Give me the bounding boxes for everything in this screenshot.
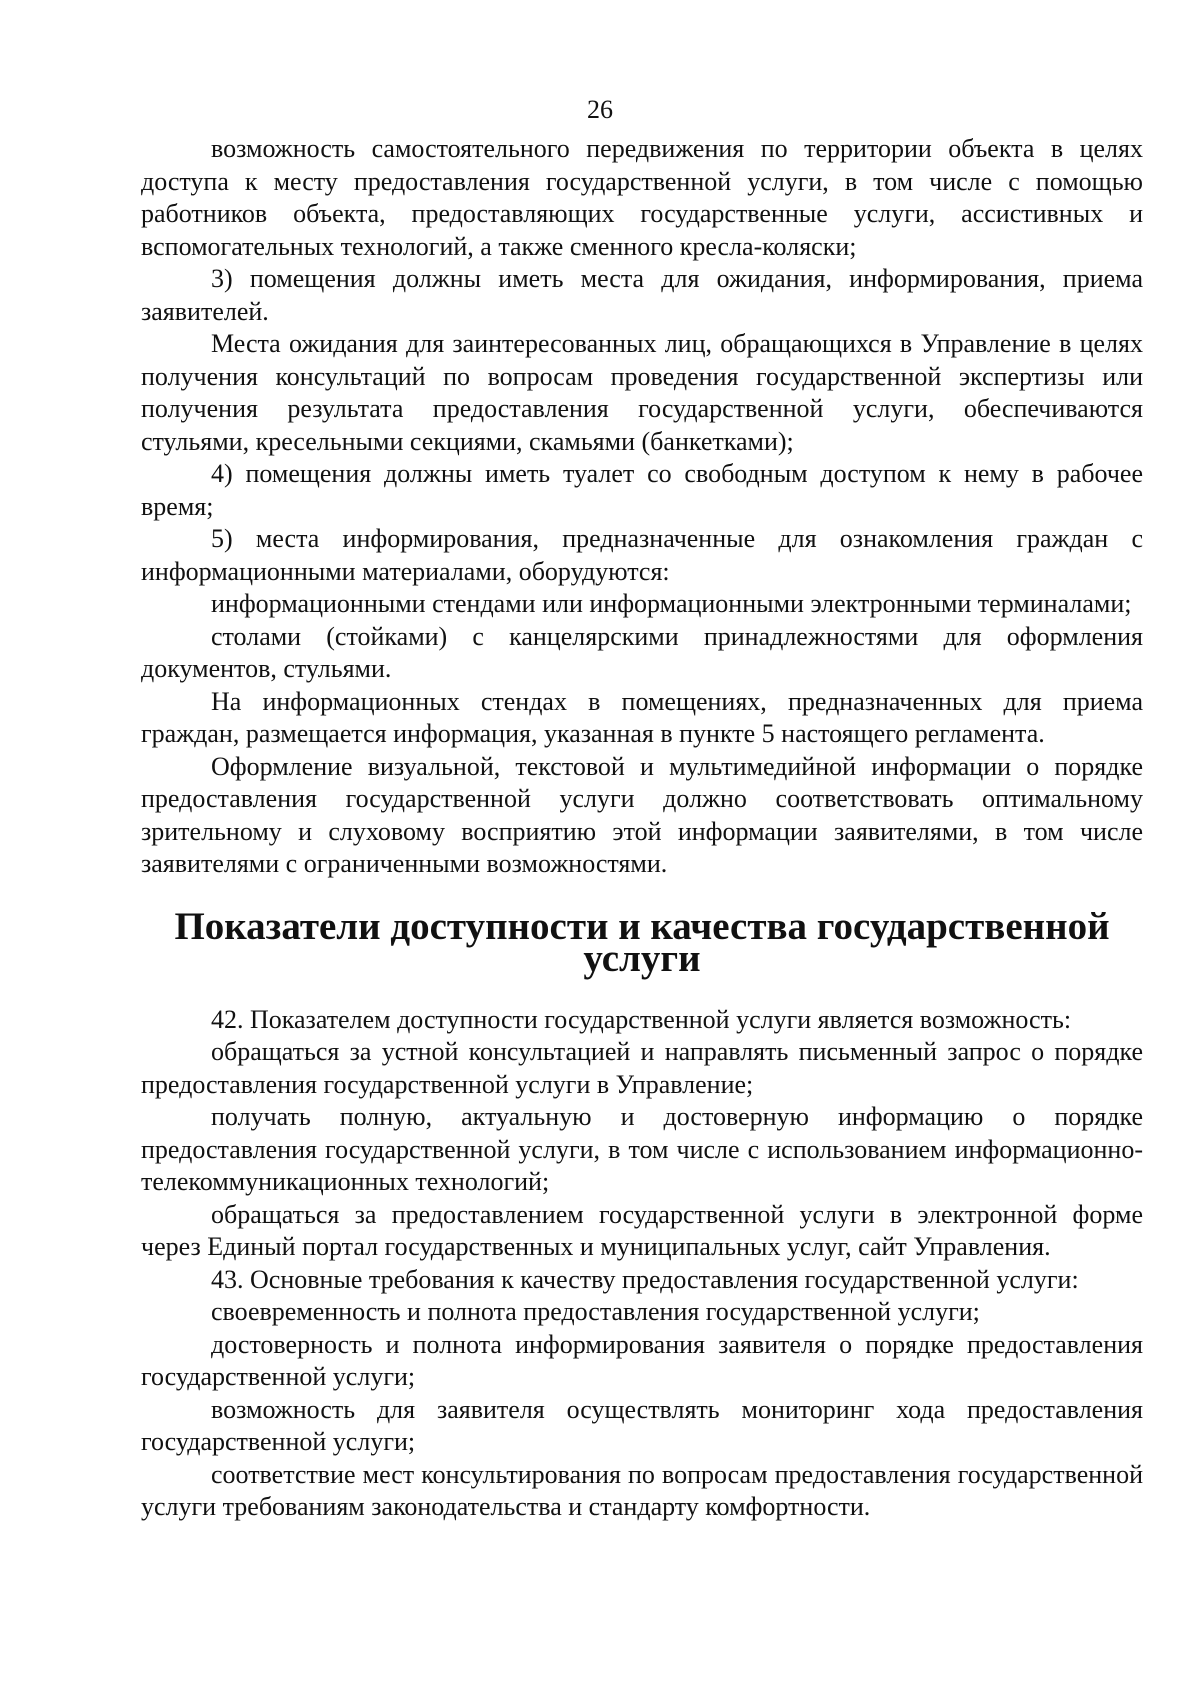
paragraph: 3) помещения должны иметь места для ожидания, информирования, приема заявителей. — [141, 264, 1143, 326]
paragraph: столами (стойками) с канцелярскими принадлежностями для оформления документов, стульями. — [141, 621, 1143, 683]
paragraph: Оформление визуальной, текстовой и мультимедийной информации о порядке предоставления государственной услуги должно соответствовать оптимальному зрительному и слуховому восприятию этой информации заявителями, в том числе заявителями с ограниченными возможностями. — [141, 751, 1143, 878]
paragraph: возможность для заявителя осуществлять мониторинг хода предоставления государственной услуги; — [141, 1394, 1143, 1456]
paragraph: обращаться за устной консультацией и направлять письменный запрос о порядке предоставления государственной услуги в Управление; — [141, 1037, 1143, 1099]
paragraph: возможность самостоятельного передвижения по территории объекта в целях доступа к месту предоставления государственной услуги, в том числе с помощью работников объекта, предоставляющих государственные услуги, ассистивных и вспомогательных технологий, а также сменного кресла-коляски; — [141, 134, 1143, 261]
paragraph: достоверность и полнота информирования заявителя о порядке предоставления государственной услуги; — [141, 1329, 1143, 1391]
paragraph: На информационных стендах в помещениях, предназначенных для приема граждан, размещается информация, указанная в пункте 5 настоящего регламента. — [141, 686, 1143, 748]
paragraph: 4) помещения должны иметь туалет со свободным доступом к нему в рабочее время; — [141, 459, 1143, 521]
paragraph: информационными стендами или информационными электронными терминалами; — [211, 589, 1132, 618]
page-number: 26 — [587, 95, 613, 124]
paragraph: соответствие мест консультирования по вопросам предоставления государственной услуги требованиям законодательства и стандарту комфортности. — [141, 1459, 1143, 1521]
paragraph: обращаться за предоставлением государственной услуги в электронной форме через Единый портал государственных и муниципальных услуг, сайт Управления. — [141, 1199, 1143, 1261]
paragraph: 42. Показателем доступности государственной услуги является возможность: — [211, 1004, 1072, 1034]
paragraph: Места ожидания для заинтересованных лиц, обращающихся в Управление в целях получения консультаций по вопросам проведения государственной экспертизы или получения результата предоставления государственной услуги, обеспечиваются стульями, кресельными секциями, скамьями (банкетками); — [141, 329, 1143, 456]
paragraph: 5) места информирования, предназначенные для ознакомления граждан с информационными материалами, оборудуются: — [141, 524, 1143, 586]
section-heading: Показатели доступности и качества государственной услуги — [174, 904, 1110, 980]
paragraph: получать полную, актуальную и достоверную информацию о порядке предоставления государственной услуги, в том числе с использованием информационно-телекоммуникационных технологий; — [141, 1102, 1143, 1196]
document-body — [141, 133, 1143, 1524]
paragraph: своевременность и полнота предоставления государственной услуги; — [211, 1297, 980, 1326]
paragraph: 43. Основные требования к качеству предоставления государственной услуги: — [211, 1264, 1079, 1294]
